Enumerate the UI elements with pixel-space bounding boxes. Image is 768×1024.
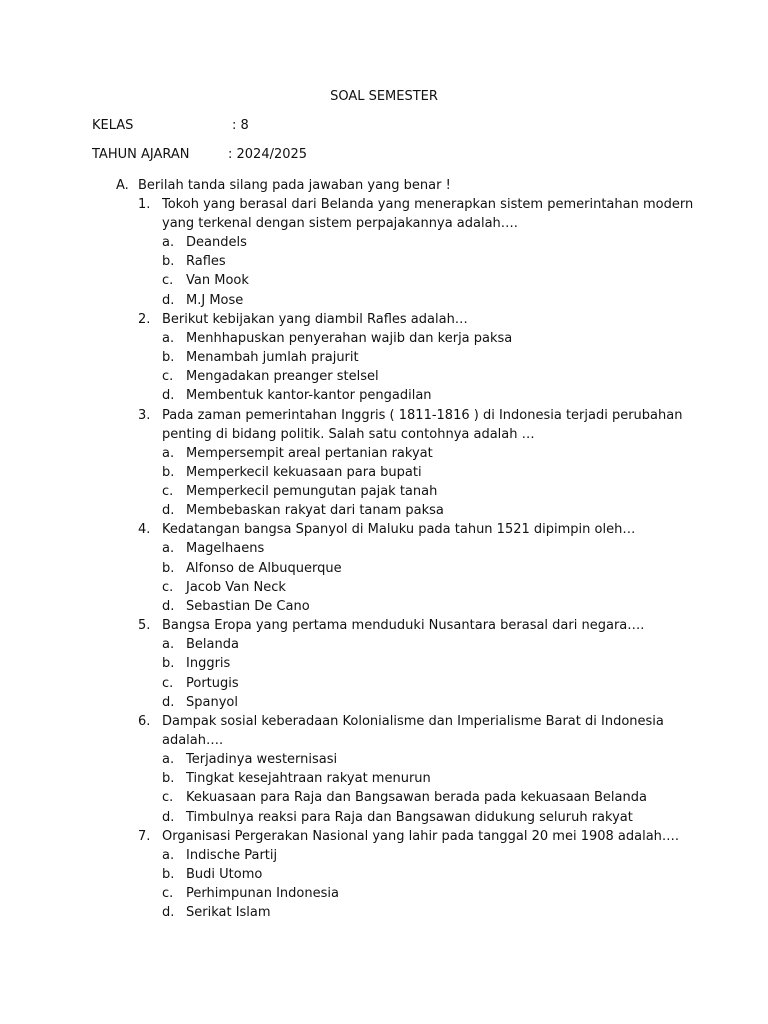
option-letter: d. — [162, 905, 175, 921]
question-text: Organisasi Pergerakan Nasional yang lahir pada tanggal 20 mei 1908 adalah…. — [162, 828, 680, 844]
section-marker: A. — [116, 178, 129, 193]
academic-year-value: : 2024/2025 — [228, 147, 308, 162]
option-letter: a. — [162, 847, 175, 863]
answer-option — [162, 348, 696, 367]
option-letter: a. — [162, 752, 175, 768]
answer-option — [162, 252, 696, 271]
option-list — [162, 329, 696, 406]
option-letter: c. — [162, 790, 174, 806]
option-text: Membentuk kantor-kantor pengadilan — [186, 388, 432, 404]
answer-option — [162, 865, 696, 884]
question-item — [116, 616, 696, 712]
option-letter: c. — [162, 579, 174, 595]
option-letter: a. — [162, 541, 175, 557]
option-text: Membebaskan rakyat dari tanam paksa — [186, 503, 444, 519]
option-text: Belanda — [186, 637, 239, 653]
option-text: Serikat Islam — [186, 905, 271, 921]
option-text: Memperkecil kekuasaan para bupati — [186, 464, 422, 480]
option-text: Memperkecil pemungutan pajak tanah — [186, 484, 438, 500]
answer-option — [162, 693, 696, 712]
answer-option — [162, 444, 696, 463]
answer-option — [162, 386, 696, 405]
option-text: Spanyol — [186, 694, 238, 710]
option-letter: d. — [162, 292, 175, 308]
answer-option — [162, 674, 696, 693]
option-letter: d. — [162, 694, 175, 710]
question-number: 6. — [138, 714, 151, 730]
question-text: Dampak sosial keberadaan Kolonialisme dan Imperialisme Barat di Indonesia adalah…. — [162, 714, 664, 749]
option-letter: c. — [162, 886, 174, 902]
question-number: 7. — [138, 828, 151, 844]
question-section — [116, 176, 696, 923]
document-title: SOAL SEMESTER — [330, 89, 438, 104]
option-list — [162, 444, 696, 521]
option-letter: a. — [162, 235, 175, 250]
question-number: 1. — [138, 197, 151, 212]
answer-option — [162, 291, 696, 310]
option-list — [162, 635, 696, 712]
section-instruction: Berilah tanda silang pada jawaban yang benar ! — [138, 178, 451, 193]
option-letter: d. — [162, 809, 175, 825]
answer-option — [162, 539, 696, 558]
option-letter: b. — [162, 771, 175, 787]
option-letter: c. — [162, 675, 174, 691]
question-number: 3. — [138, 407, 151, 423]
question-number: 4. — [138, 522, 151, 538]
option-text: Portugis — [186, 675, 239, 691]
answer-option — [162, 482, 696, 501]
option-letter: b. — [162, 867, 175, 883]
option-letter: a. — [162, 637, 175, 653]
option-letter: c. — [162, 484, 174, 500]
option-text: Mengadakan preanger stelsel — [186, 369, 379, 385]
question-item — [116, 406, 696, 521]
option-letter: b. — [162, 350, 175, 366]
option-letter: a. — [162, 330, 175, 346]
option-letter: b. — [162, 560, 175, 576]
question-item — [116, 195, 696, 310]
option-list — [162, 750, 696, 827]
answer-option — [162, 769, 696, 788]
section-header — [116, 176, 696, 195]
option-text: Van Mook — [186, 273, 249, 289]
question-item — [116, 712, 696, 827]
option-letter: c. — [162, 273, 174, 289]
question-text: Berikut kebijakan yang diambil Rafles adalah… — [162, 311, 468, 327]
option-list — [162, 846, 696, 923]
answer-option — [162, 635, 696, 654]
option-text: Menhhapuskan penyerahan wajib dan kerja paksa — [186, 330, 513, 346]
question-number: 2. — [138, 311, 151, 327]
class-label: KELAS — [92, 118, 134, 133]
answer-option — [162, 884, 696, 903]
option-letter: d. — [162, 388, 175, 404]
answer-option — [162, 808, 696, 827]
option-text: Budi Utomo — [186, 867, 263, 883]
option-text: Kekuasaan para Raja dan Bangsawan berada pada kekuasaan Belanda — [186, 790, 647, 806]
option-text: Rafles — [186, 254, 226, 270]
answer-option — [162, 271, 696, 290]
option-text: Perhimpunan Indonesia — [186, 886, 339, 902]
answer-option — [162, 903, 696, 922]
answer-option — [162, 750, 696, 769]
option-list — [162, 233, 696, 310]
option-letter: b. — [162, 464, 175, 480]
option-text: Mempersempit areal pertanian rakyat — [186, 445, 433, 461]
class-value: : 8 — [232, 118, 249, 133]
answer-option — [162, 501, 696, 520]
option-text: M.J Mose — [186, 292, 244, 308]
option-text: Deandels — [186, 235, 247, 250]
answer-option — [162, 654, 696, 673]
option-text: Jacob Van Neck — [186, 579, 286, 595]
question-text: Bangsa Eropa yang pertama menduduki Nusantara berasal dari negara…. — [162, 618, 645, 634]
answer-option — [162, 578, 696, 597]
option-text: Tingkat kesejahtraan rakyat menurun — [186, 771, 431, 787]
question-text: Kedatangan bangsa Spanyol di Maluku pada tahun 1521 dipimpin oleh… — [162, 522, 636, 538]
answer-option — [162, 463, 696, 482]
academic-year-label: TAHUN AJARAN — [92, 147, 190, 162]
option-text: Alfonso de Albuquerque — [186, 560, 342, 576]
option-text: Magelhaens — [186, 541, 265, 557]
answer-option — [162, 788, 696, 807]
option-text: Sebastian De Cano — [186, 599, 310, 615]
option-text: Menambah jumlah prajurit — [186, 350, 359, 366]
question-list — [116, 195, 696, 923]
option-letter: a. — [162, 445, 175, 461]
option-text: Inggris — [186, 656, 231, 672]
class-info — [92, 118, 249, 134]
answer-option — [162, 846, 696, 865]
option-letter: d. — [162, 503, 175, 519]
option-letter: d. — [162, 599, 175, 615]
question-item — [116, 827, 696, 923]
option-letter: c. — [162, 369, 174, 385]
option-letter: b. — [162, 656, 175, 672]
option-text: Terjadinya westernisasi — [186, 752, 338, 768]
answer-option — [162, 233, 696, 252]
answer-option — [162, 597, 696, 616]
option-list — [162, 539, 696, 616]
option-text: Indische Partij — [186, 847, 278, 863]
question-text: Tokoh yang berasal dari Belanda yang menerapkan sistem pemerintahan modern yang terkenal dengan sistem perpajakannya adalah…. — [162, 197, 694, 231]
answer-option — [162, 329, 696, 348]
answer-option — [162, 559, 696, 578]
question-item — [116, 310, 696, 406]
question-item — [116, 520, 696, 616]
option-text: Timbulnya reaksi para Raja dan Bangsawan didukung seluruh rakyat — [186, 809, 633, 825]
question-text: Pada zaman pemerintahan Inggris ( 1811-1816 ) di Indonesia terjadi perubahan penting di bidang politik. Salah satu contohnya adalah … — [162, 407, 683, 442]
question-number: 5. — [138, 618, 151, 634]
answer-option — [162, 367, 696, 386]
option-letter: b. — [162, 254, 175, 270]
academic-year-info — [92, 147, 307, 163]
